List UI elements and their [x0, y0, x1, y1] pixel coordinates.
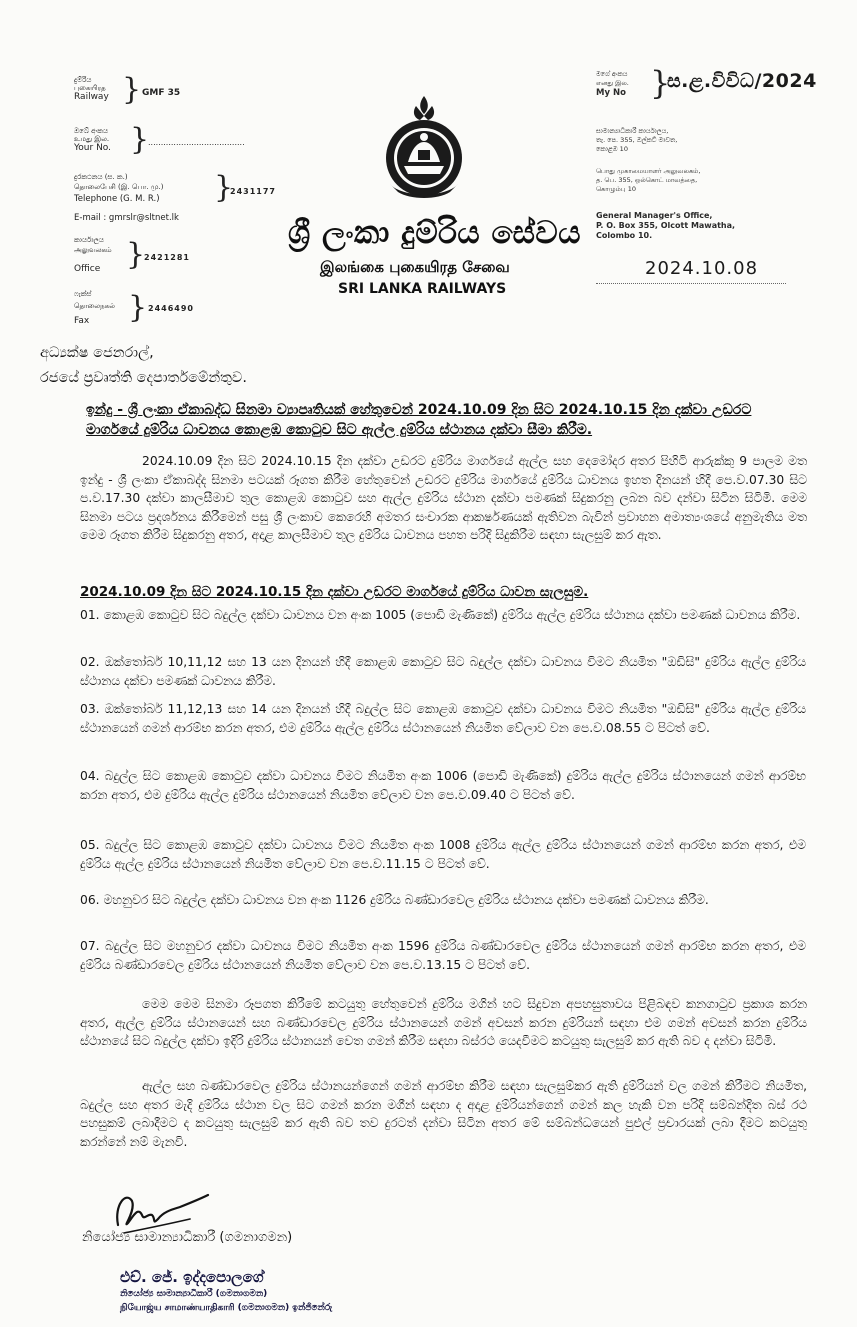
- fax-label-ta: தொலைநகல்: [74, 302, 115, 310]
- railway-label-si: දුම්රිය: [74, 76, 92, 84]
- closing-paragraph: ඇල්ල සහ බණ්ඩාරවෙල දුම්රිය ස්ථානයන්ගෙන් ගමන් ආරම්භ කිරීම සඳහා සැලසුම්කර ඇති දුම්රියන් වල ගමන් කිරීමට නියමිත, බදුල්ල සහ අතර මැදි දුම්රිය ස්ථාන වල සිට ගමන් කරන මගීන් සඳහා ද අදාළ දුම්රියන්ගෙන් ගමන් කල හැකි වන පරිදි සම්බන්දිත බස් රථ පහසුකම් ලබාදීමට ද කටයුතු සැලසුම් කර ඇති බව තව දුරටත් දන්වා සිටින අතර මේ සම්බන්ධයෙන් පුළුල් ප්‍රචාරයක් ලබා දීමට කටයුතු කරන්නේ නම් මැනවි.: [80, 1079, 807, 1149]
- schedule-item: 04. බදුල්ල සිට කොළඹ කොටුව දක්වා ධාවනය විමට නියමිත අංක 1006 (පොඩි මැණිකේ) දුම්රිය ඇල්ල දුම්රිය ස්ථානයෙන් ගමන් ආරම්භ කරන අතර, එම දුම්රිය ඇල්ල දුම්රිය ස්ථානයෙන් නියමිත වේලාව වන පෙ.ව.09.40 ට පිටත් වේ.: [80, 769, 806, 802]
- addressee-line: අධ්‍යක්ෂ ජෙනරාල්,: [40, 345, 154, 361]
- fax-value: 2446490: [148, 304, 194, 313]
- address-line: තැ. පෙ. 355, ඔල්කට් මාවත,: [596, 136, 678, 144]
- brace: }: [130, 122, 150, 157]
- address-line: கொழும்பு 10: [596, 185, 636, 193]
- schedule-heading: 2024.10.09 දින සිට 2024.10.15 දින දක්වා උඩරට මාර්ගයේ දුම්රිය ධාවන සැලසුම.: [80, 584, 589, 600]
- schedule-item: 03. ඔක්තෝබර් 11,12,13 සහ 14 යන දිනයන් හිදී බදුල්ල සිට කොළඹ කොටුව දක්වා ධාවනය විමට නියමිත "ඔඩිසි" දුම්රිය ඇල්ල දුම්රිය ස්ථානයෙන් ගමන් ආරම්භ කරන අතර, එම දුම්රිය ඇල්ල දුම්රිය ස්ථානයෙන් නියමිත වේලාව වන පෙ.ව.08.55 ට පිටත් වේ.: [80, 702, 806, 735]
- railway-label-ta: புகையிரத: [74, 84, 106, 92]
- my-no-label-ta: எனது இல.: [596, 79, 629, 87]
- address-line: த. பெ. 355, ஒல்கொட் மாவத்தை,: [596, 176, 698, 184]
- schedule-item: 05. බදුල්ල සිට කොළඹ කොටුව දක්වා ධාවනය විමට නියමිත අංක 1008 දුම්රිය ඇල්ල දුම්රිය ස්ථානයෙන් ගමන් ආරම්භ කරන අතර, එම දුම්රිය ඇල්ල දුම්රිය ස්ථානයෙන් නියමිත වේලාව වන පෙ.ව.11.15 ට පිටත් වේ.: [80, 838, 806, 871]
- address-line: Colombo 10.: [596, 231, 653, 240]
- letter-date: 2024.10.08: [645, 258, 759, 279]
- your-no-label-si: ඔබේ අංකය: [74, 127, 108, 135]
- org-name-sinhala: ශ්‍රී ලංකා දුම්රිය සේවය: [288, 215, 581, 251]
- telephone-value: 2431177: [230, 187, 276, 196]
- stamp-name: එච්. ජේ. ඉද්දපොලගේ: [120, 1268, 264, 1286]
- brace: }: [650, 64, 671, 102]
- fax-label-en: Fax: [74, 316, 90, 326]
- address-line: General Manager's Office,: [596, 211, 713, 220]
- org-name-tamil: இலங்கை புகையிரத சேவை: [320, 258, 510, 276]
- telephone-label-ta: தொலைபேசி (இ. பொ. மு.): [74, 183, 164, 191]
- railway-code: GMF 35: [142, 88, 181, 98]
- schedule-item: 01. කොළඹ කොටුව සිට බදුල්ල දක්වා ධාවනය වන අංක 1005 (පොඩි මැණිකේ) දුම්රිය ඇල්ල දුම්රිය ස්ථානය දක්වා පමණක් ධාවනය කිරීම.: [80, 608, 801, 622]
- your-no-label-ta: உமது இல.: [74, 135, 110, 143]
- letter-subject: ඉන්දු - ශ්‍රී ලංකා ඒකාබද්ධ සිනමා ව්‍යාපෘතියක් හේතුවෙන් 2024.10.09 දින සිට 2024.10.15 දින දක්වා උඩරට මාර්ගයේ දුම්රිය ධාවනය කොළඹ කොටුව සිට ඇල්ල දුම්රිය ස්ථානය දක්වා සීමා කිරීම.: [86, 402, 752, 438]
- stamp-line: නියෝජ්‍ය සාමාන්‍යාධිකාරී (ගමනාගමන): [120, 1289, 268, 1299]
- stamp-line: நியோஜ்ய சாமாண்யாதிகாரி (ගමනාගමන) ඉන්ජිනේරු: [120, 1303, 333, 1313]
- railway-label-en: Railway: [74, 92, 109, 102]
- address-line: பொது முகாமையாளர் அலுவலகம்,: [596, 167, 701, 175]
- email-address: E-mail : gmrslr@sltnet.lk: [74, 213, 179, 223]
- address-line: කොළඹ 10: [596, 145, 628, 153]
- telephone-label-en: Telephone (G. M. R.): [74, 194, 160, 204]
- office-value: 2421281: [144, 253, 190, 262]
- schedule-item: 02. ඔක්තෝබර් 10,11,12 සහ 13 යන දිනයන් හිදී කොළඹ කොටුව සිට බදුල්ල දක්වා ධාවනය විමට නියමිත "ඔඩිසි" දුම්රිය ඇල්ල දුම්රිය ස්ථානය දක්වා පමණක් ධාවනය කිරීම.: [80, 655, 806, 688]
- addressee-line: රජයේ ප්‍රවෘත්ති දෙපාර්තමේන්තුව.: [40, 370, 247, 386]
- address-line: සාමාන්‍යාධිකාරී කාර්යාලය,: [596, 127, 669, 135]
- office-label-si: කාර්යාලය: [74, 236, 104, 244]
- fax-label-si: ෆැක්ස්: [74, 290, 92, 298]
- your-no-value: ......................................: [148, 138, 245, 147]
- brace: }: [128, 290, 148, 325]
- schedule-item: 06. මහනුවර සිට බදුල්ල දක්වා ධාවනය වන අංක 1126 දුම්රිය බණ්ඩාරවෙල දුම්රිය ස්ථානය දක්වා පමණක් ධාවනය කිරීම.: [80, 893, 709, 907]
- signatory-role: නියෝජ්‍ය සාමාන්‍යාධිකාරී (ගමනාගමන): [82, 1230, 293, 1245]
- my-no-label-si: මගේ අංකය: [596, 70, 628, 78]
- closing-paragraph: මෙම මෙම සිනමා රූපගත කිරීමේ කටයුතු හේතුවෙන් දුම්රිය මගින් හට සිදුවන අපහසුතාවය පිළිබඳව කනගාටුව ප්‍රකාශ කරන අතර, ඇල්ල දුම්රිය ස්ථානයෙන් සහ බණ්ඩාරවෙල දුම්රිය ස්ථානයෙන් ගමන් අවසන් කරන දුම්රියන් සඳහා එම ගමන් අවසන් කරන දුම්රිය ස්ථානයේ සිට බදුල්ල දක්වා ඉදිරි දුම්රිය ස්ථානයන් වෙත ගමන් කිරීම සඳහා බස්රථ යෙදවීමට කටයුතු සැලසුම් කර ඇති බව ද දන්වා සිටිමි.: [80, 997, 807, 1048]
- brace: }: [126, 237, 146, 272]
- office-label-ta: அலுவலகம்: [74, 246, 112, 254]
- brace: }: [122, 72, 142, 107]
- address-line: P. O. Box 355, Olcott Mawatha,: [596, 221, 736, 230]
- reference-number: ස.ළ.විවිධ/2024: [667, 70, 817, 92]
- office-label-en: Office: [74, 264, 101, 274]
- date-underline: [596, 283, 786, 284]
- telephone-label-si: දුරකථනය (ස. ක.): [74, 173, 128, 181]
- intro-paragraph: 2024.10.09 දින සිට 2024.10.15 දින දක්වා උඩරට දුම්රිය මාර්ගයේ ඇල්ල සහ දෙමෝදර අතර පිහිටි ආරුක්කු 9 පාලම මත ඉන්දු - ශ්‍රී ලංකා ඒකාබද්ද සිනමා පටයක් රූගත කිරීම හේතුවෙන් උඩරට දුම්රිය මාර්ගයේ දුම්රිය ධාවනය ඉහත දිනයන් හිදී පෙ.ව.07.30 සිට ප.ව.17.30 දක්වා කාලසීමාව තුල කොළඹ කොටුව සහ ඇල්ල දුම්රිය ස්ථාන දක්වා පමණක් සිදුකරනු ලබන බව දන්වා සිටින සිටිමි. මෙම සිනමා පටය ප්‍රදර්ශනය කිරීමෙන් පසු ශ්‍රී ලංකාව කෙරෙහි අමතර සංචාරක ආකර්ෂණයක් ඇතිවන බැවින් ප්‍රවාහන අමාත්‍යංශයේ අනුමැතිය මත මෙම රූගත කිරීම සිදුකරනු අතර, අදාළ කාලසීමාව තුල දුම්රිය ධාවනය පහත පරිදි සිදුකිරීම සඳහා සැලසුම් කර ඇත.: [80, 454, 808, 542]
- my-no-label-en: My No: [596, 88, 626, 98]
- brace: }: [214, 170, 234, 205]
- schedule-item: 07. බදුල්ල සිට මහනුවර දක්වා ධාවනය විමට නියමිත අංක 1596 දුම්රිය බණ්ඩාරවෙල දුම්රිය ස්ථානයෙන් ගමන් ආරම්භ කරන අතර, එම දුම්රිය බණ්ඩාරවෙල දුම්රිය ස්ථානයෙන් නියමිත වේලාව වන පෙ.ව.13.15 ට පිටත් වේ.: [80, 939, 806, 972]
- org-name-english: SRI LANKA RAILWAYS: [338, 281, 507, 297]
- your-no-label-en: Your No.: [74, 143, 112, 153]
- railway-emblem-logo: [378, 92, 470, 204]
